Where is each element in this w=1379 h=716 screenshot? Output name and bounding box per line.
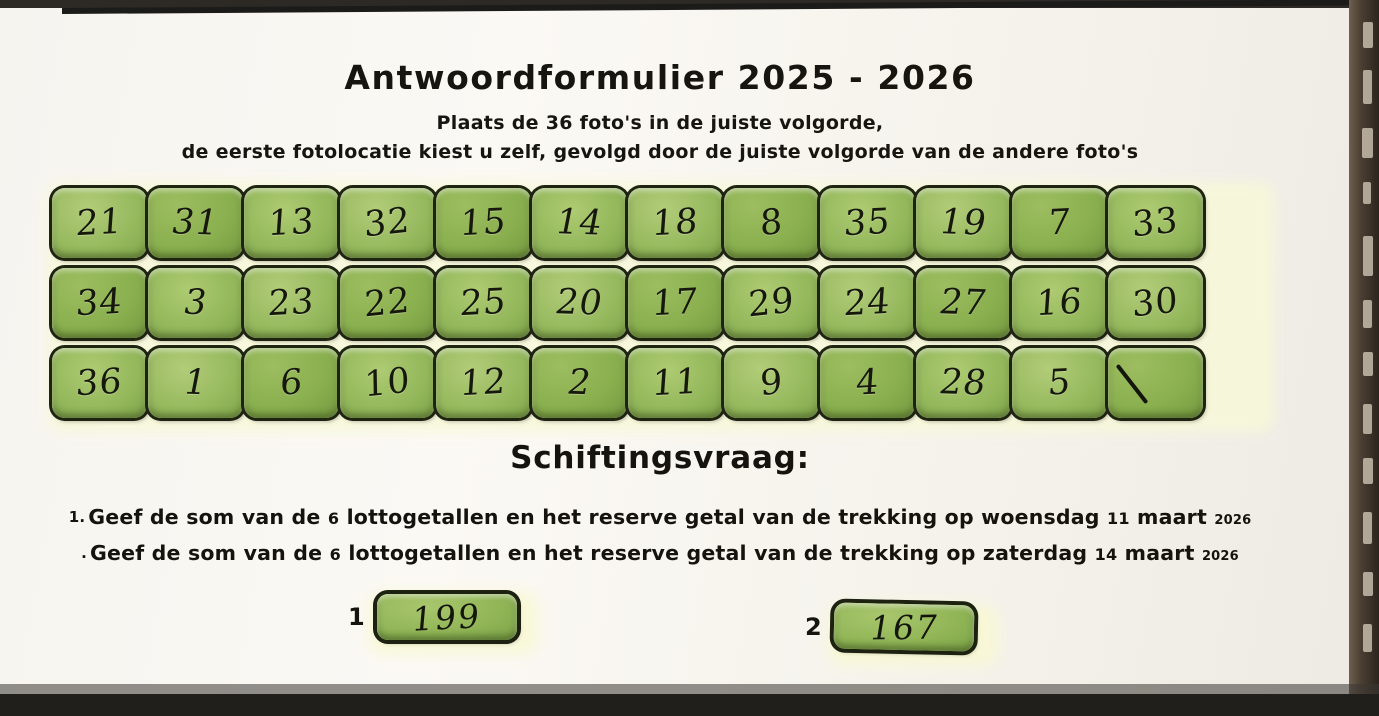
- tile-number: 25: [458, 281, 509, 325]
- answer-tile[interactable]: [820, 268, 915, 338]
- answer-tile[interactable]: [340, 268, 435, 338]
- tile-number: 15: [458, 201, 509, 245]
- tiebreaker-answers-row: [0, 592, 1320, 672]
- tile-number: 4: [854, 362, 881, 404]
- tile-number: 2: [564, 362, 595, 404]
- question-1-day: 11: [1107, 509, 1130, 528]
- answer-tile[interactable]: [532, 348, 627, 418]
- answer-tile[interactable]: [148, 348, 243, 418]
- tile-number: 3: [180, 282, 211, 324]
- question-2-count: 6: [329, 545, 341, 564]
- question-1-text-b: lottogetallen en het reserve getal van de trekking op woensdag: [346, 505, 1100, 529]
- answer-tile[interactable]: [1012, 188, 1107, 258]
- answer-tile-empty[interactable]: [1108, 348, 1203, 418]
- answer-tile[interactable]: [244, 348, 339, 418]
- tile-number: 8: [759, 201, 784, 245]
- question-1-index: 1.: [68, 508, 86, 526]
- tile-number: 32: [363, 200, 411, 246]
- answer-tile[interactable]: [532, 188, 627, 258]
- answer-tile[interactable]: [820, 348, 915, 418]
- tile-number: 30: [1131, 280, 1179, 326]
- tiebreaker-heading: Schiftingsvraag:: [510, 440, 810, 476]
- tile-number: 20: [552, 282, 607, 324]
- question-2-day: 14: [1094, 545, 1118, 564]
- answer-tile[interactable]: [1108, 268, 1203, 338]
- answer-tile[interactable]: [52, 348, 147, 418]
- answer-tile[interactable]: [1012, 348, 1107, 418]
- answer-tile[interactable]: [1012, 268, 1107, 338]
- question-1-month: maart: [1137, 505, 1207, 529]
- tiebreaker-question-1: [0, 505, 1320, 529]
- answer-1-box[interactable]: [377, 594, 517, 640]
- question-1-year: 2026: [1214, 513, 1252, 528]
- answer-tile[interactable]: [1108, 188, 1203, 258]
- tiebreaker-question-2: [0, 541, 1320, 565]
- grid-row: [52, 348, 1272, 418]
- page-title: Antwoordformulier 2025 - 2026: [344, 58, 976, 97]
- answer-tile[interactable]: [436, 268, 531, 338]
- instruction-line-2: de eerste fotolocatie kiest u zelf, gevolgd door de juiste volgorde van de andere foto's: [181, 141, 1139, 163]
- tile-number: 31: [168, 202, 223, 244]
- tile-number: 36: [74, 361, 125, 405]
- tile-number: 9: [759, 361, 784, 405]
- answer-tile[interactable]: [916, 348, 1011, 418]
- bottom-edge-band: [0, 694, 1379, 716]
- question-2-month: maart: [1124, 541, 1195, 565]
- answer-tile[interactable]: [916, 268, 1011, 338]
- tile-number: 11: [650, 361, 701, 405]
- answer-tile[interactable]: [628, 348, 723, 418]
- question-2-text-b: lottogetallen en het reserve getal van de trekking op zaterdag: [348, 541, 1088, 565]
- instruction-line-1: Plaats de 36 foto's in de juiste volgorde,: [436, 112, 884, 134]
- tile-number: 22: [363, 280, 411, 326]
- answer-tile[interactable]: [244, 188, 339, 258]
- answer-1-label: 1: [348, 603, 365, 631]
- answer-tile[interactable]: [52, 188, 147, 258]
- tiebreaker-answer-1: [348, 594, 517, 640]
- tile-number: 21: [74, 201, 125, 245]
- tile-number: 14: [552, 202, 607, 244]
- answer-tile[interactable]: [244, 268, 339, 338]
- tile-number: 35: [842, 201, 893, 245]
- answer-tile[interactable]: [628, 188, 723, 258]
- answer-2-label: 2: [805, 613, 822, 641]
- tile-number: 10: [363, 360, 411, 406]
- tile-number: 34: [74, 281, 125, 325]
- answer-tile[interactable]: [724, 268, 819, 338]
- tile-number: 29: [747, 280, 795, 326]
- tiebreaker-answer-2: [805, 604, 974, 650]
- tile-number: 27: [936, 282, 991, 324]
- question-2-text-a: Geef de som van de: [89, 541, 323, 565]
- answer-tile[interactable]: [148, 268, 243, 338]
- tile-number: 23: [266, 281, 317, 325]
- grid-row: [52, 188, 1272, 258]
- tile-number: 28: [936, 362, 991, 404]
- grid-row: [52, 268, 1272, 338]
- question-2-year: 2026: [1201, 549, 1239, 564]
- right-strip-highlights: [1353, 0, 1375, 716]
- tile-number: 19: [936, 202, 991, 244]
- answer-grid: [52, 186, 1272, 430]
- answer-tile[interactable]: [628, 268, 723, 338]
- answer-tile[interactable]: [532, 268, 627, 338]
- question-1-count: 6: [327, 509, 340, 528]
- answer-tile[interactable]: [340, 188, 435, 258]
- tile-number: 1: [180, 362, 211, 404]
- tile-number: 6: [278, 362, 305, 404]
- tile-number: 5: [1046, 362, 1073, 404]
- tile-number: 13: [266, 201, 317, 245]
- tile-number: 7: [1046, 202, 1073, 244]
- question-2-index: .: [81, 544, 87, 562]
- tile-number: 17: [650, 281, 701, 325]
- answer-tile[interactable]: [916, 188, 1011, 258]
- answer-1-value: 199: [410, 595, 483, 639]
- tile-number: 24: [842, 281, 893, 325]
- answer-tile[interactable]: [724, 348, 819, 418]
- tile-number: 18: [650, 201, 701, 245]
- answer-tile[interactable]: [340, 348, 435, 418]
- answer-2-box[interactable]: [833, 603, 974, 652]
- question-1-text-a: Geef de som van de: [88, 505, 321, 529]
- answer-tile[interactable]: [52, 268, 147, 338]
- answer-tile[interactable]: [820, 188, 915, 258]
- tile-number: 12: [458, 361, 509, 405]
- answer-tile[interactable]: [436, 348, 531, 418]
- answer-2-value: 167: [866, 606, 942, 648]
- tile-number: 16: [1034, 281, 1085, 325]
- answer-tile[interactable]: [148, 188, 243, 258]
- tile-number: 33: [1131, 200, 1179, 246]
- answer-tile[interactable]: [436, 188, 531, 258]
- answer-tile[interactable]: [724, 188, 819, 258]
